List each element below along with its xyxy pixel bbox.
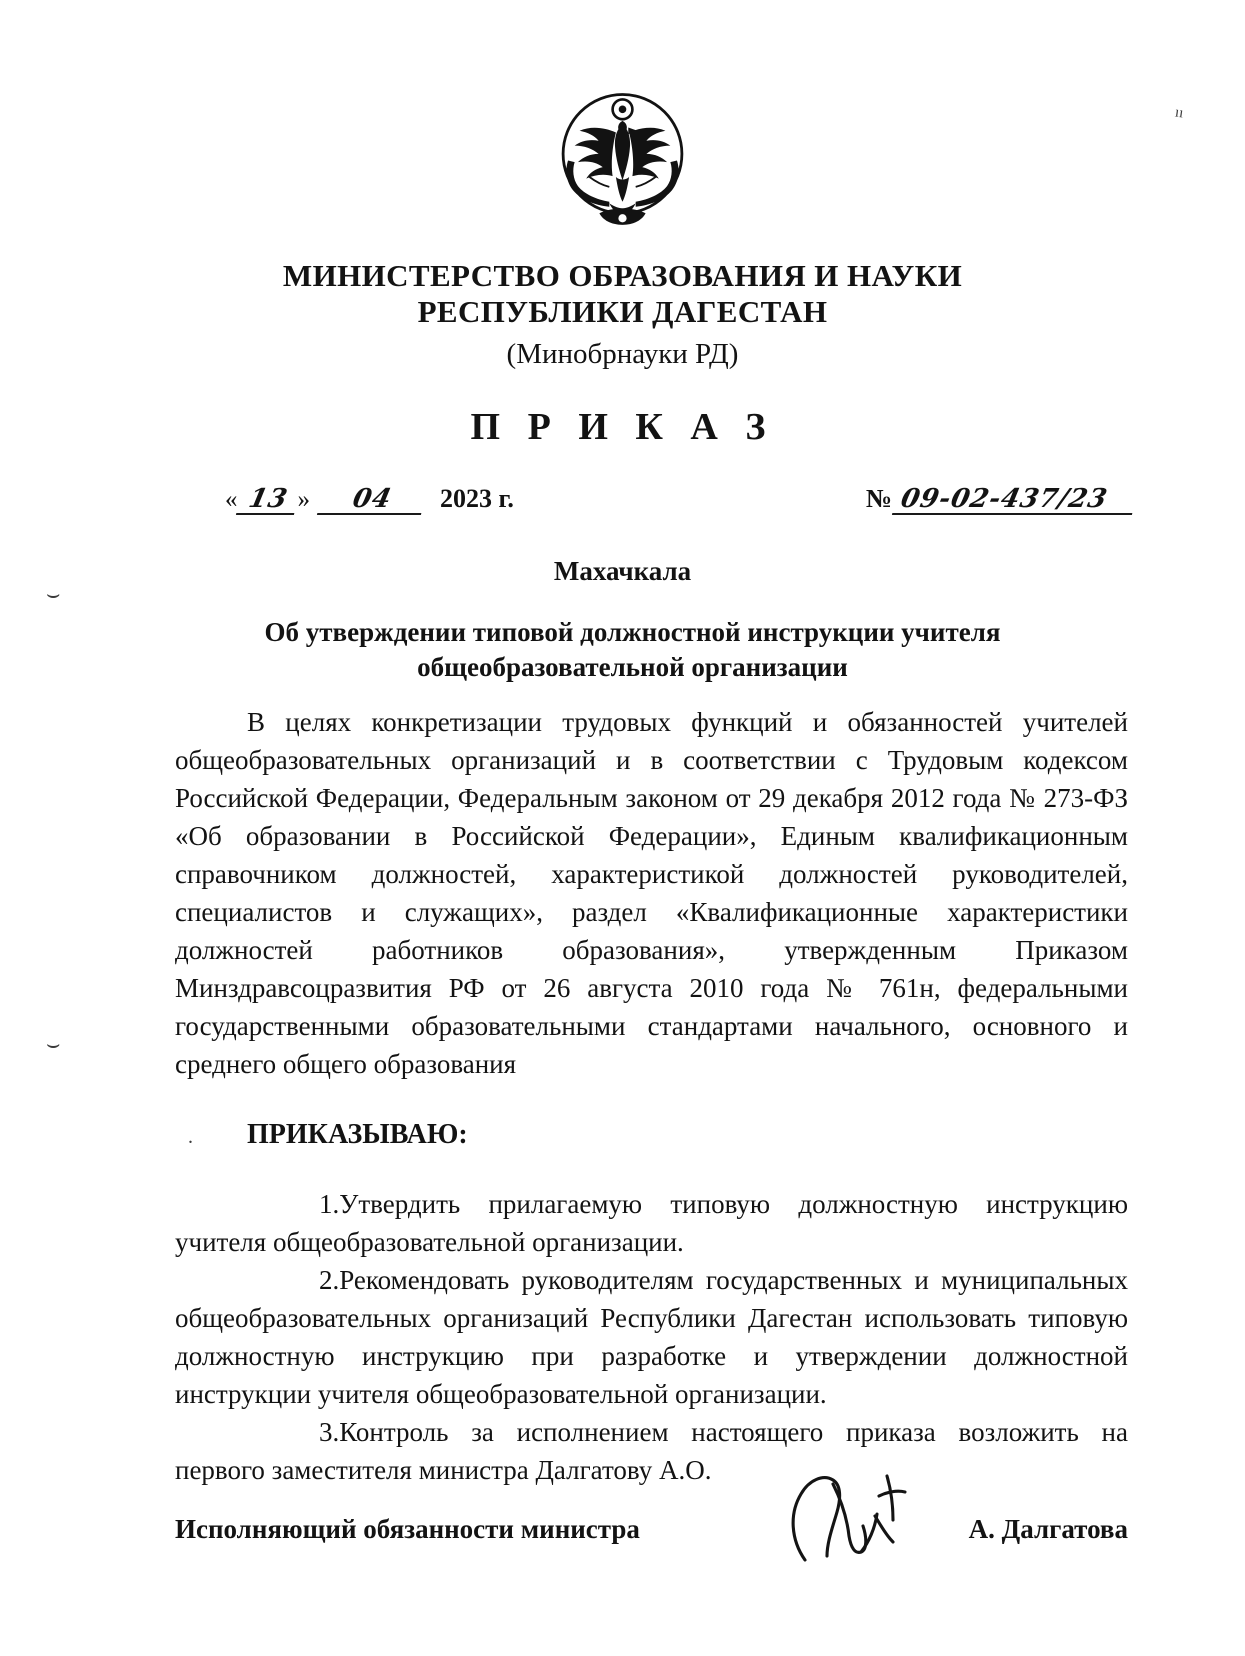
order-item-text: Утвердить прилагаемую типовую должностную инструкцию учителя общеобразовательной организации. xyxy=(175,1189,1128,1257)
order-item-number: 3. xyxy=(319,1417,340,1447)
date-quote-close: » xyxy=(297,486,310,513)
order-day-field[interactable]: 13 xyxy=(235,486,299,515)
scan-artifact-left-1: ⌣ xyxy=(46,581,61,606)
signatory-title: Исполняющий обязанности министра xyxy=(175,1514,640,1544)
order-item-text: Рекомендовать руководителям государственных и муниципальных общеобразовательных организаций Республики Дагестан использовать типовую должностную инструкцию при разработке и утверждении должностной инструкции учителя общеобразовательной организации. xyxy=(175,1265,1128,1409)
subject-line-1: Об утверждении типовой должностной инструкции учителя xyxy=(264,617,1001,647)
order-year-label: 2023 г. xyxy=(440,484,514,513)
order-number-group xyxy=(866,484,1135,515)
order-item xyxy=(175,1413,1128,1489)
order-month-field[interactable]: 04 xyxy=(317,486,427,515)
number-sign: № xyxy=(865,484,892,513)
coat-of-arms-icon xyxy=(540,78,705,243)
signatory-name: А. Далгатова xyxy=(968,1514,1128,1544)
order-item-text: Контроль за исполнением настоящего приказа возложить на первого заместителя министра Далгатову А.О. xyxy=(175,1417,1128,1485)
order-date-group xyxy=(225,484,514,515)
city-line: Махачкала xyxy=(553,556,692,586)
scan-artifact-top-right: ıı xyxy=(1173,104,1185,122)
subject-heading xyxy=(230,615,1035,685)
handwritten-signature-icon xyxy=(775,1456,925,1566)
ministry-header xyxy=(120,258,1125,374)
order-number-field[interactable]: 09-02-437/23 xyxy=(892,486,1138,515)
scan-artifact-left-2: ⌣ xyxy=(46,1031,61,1056)
ministry-line-1: МИНИСТЕРСТВО ОБРАЗОВАНИЯ И НАУКИ xyxy=(282,258,963,293)
document-body xyxy=(175,703,1128,1489)
subject-line-2: общеобразовательной организации xyxy=(417,652,848,682)
order-item xyxy=(175,1261,1128,1413)
order-item xyxy=(175,1185,1128,1261)
order-title: П Р И К А З xyxy=(470,406,775,448)
scan-artifact-dot-1: . xyxy=(188,1126,193,1148)
ministry-line-2: РЕСПУБЛИКИ ДАГЕСТАН xyxy=(417,294,828,329)
order-item-number: 2. xyxy=(319,1265,340,1295)
ministry-short-name: (Минобрнауки РД) xyxy=(506,338,739,370)
date-quote-open: « xyxy=(225,486,238,513)
preamble-paragraph: В целях конкретизации трудовых функций и обязанностей учителей общеобразовательных организаций и в соответствии с Трудовым кодексом Российской Федерации, Федеральным законом от 29 декабря 2012 года № 273-ФЗ «Об образовании в Российской Федерации», Единым квалификационным справочником должностей, характеристикой должностей руководителей, специалистов и служащих», раздел «Квалификационные характеристики должностей работников образования», утвержденным Приказом Минздравсоцразвития РФ от 26 августа 2010 года № 761н, федеральными государственными образовательными стандартами начального, основного и среднего общего образования xyxy=(175,707,1128,1079)
emblem-container xyxy=(0,78,1245,243)
order-items-list xyxy=(175,1185,1128,1489)
signature-row xyxy=(175,1508,1128,1568)
order-meta-row xyxy=(225,484,1135,530)
order-item-number: 1. xyxy=(319,1189,340,1219)
order-verb: ПРИКАЗЫВАЮ: xyxy=(247,1119,468,1150)
